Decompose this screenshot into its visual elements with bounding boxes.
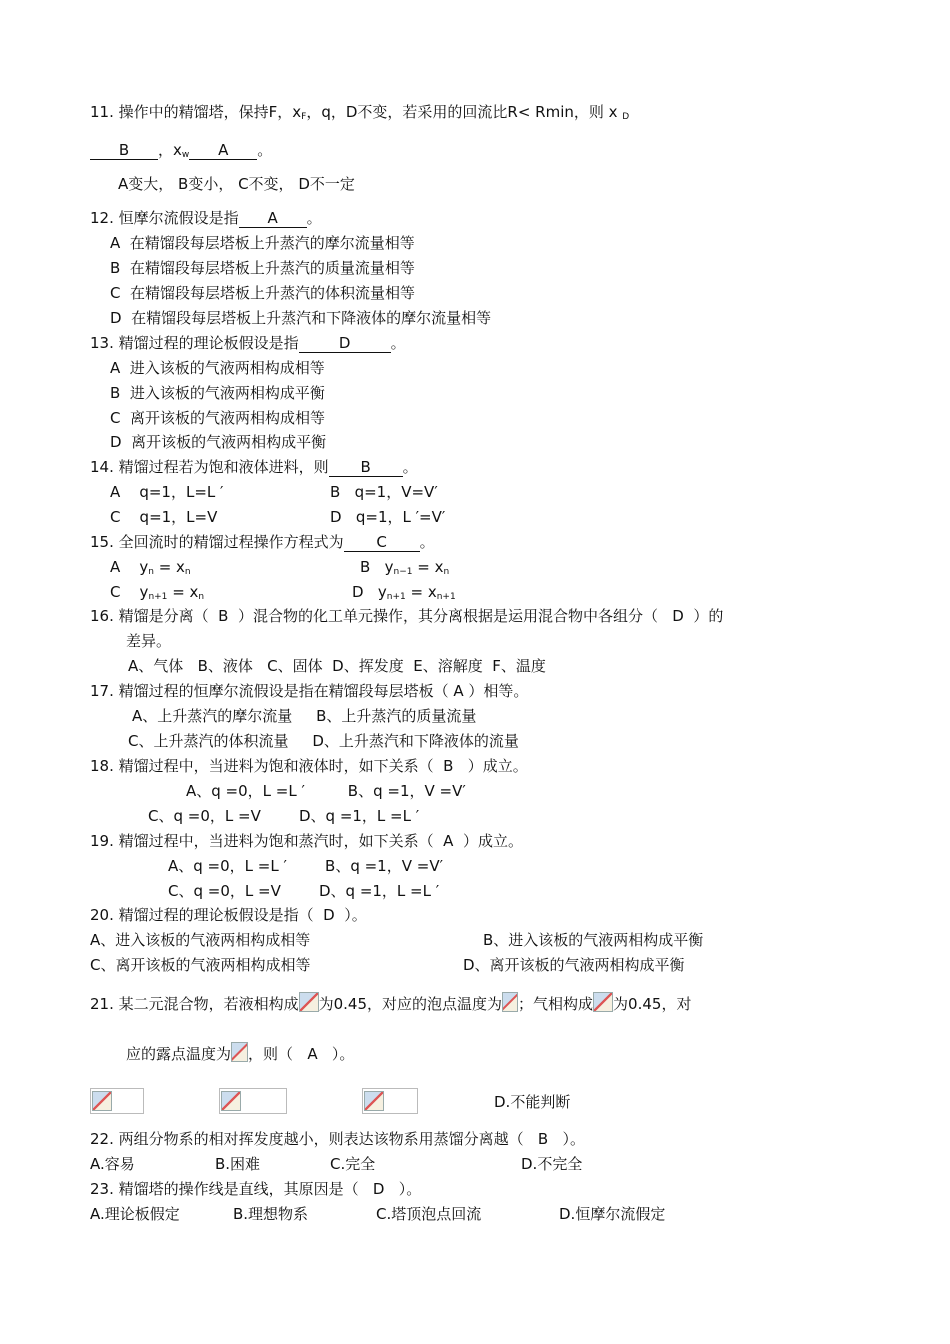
q16-options: A、气体 B、液体 C、固体 D、挥发度 E、溶解度 F、温度 [128,657,546,675]
formula-image-icon [364,1091,384,1111]
q20-stem: 20. 精馏过程的理论板假设是指（ D ）。 [90,906,367,924]
q23-option-d: D.恒摩尔流假定 [559,1205,666,1223]
q16-stem-cont: 差异。 [126,632,172,650]
q14-stem: 14. 精馏过程若为饱和液体进料，则 B 。 [90,458,418,476]
q22-option-a: A.容易 [90,1155,135,1173]
q17-options-row-2: C、上升蒸汽的体积流量 D、上升蒸汽和下降液体的流量 [128,732,519,750]
q11-answer-blank-2: A [189,142,257,160]
q11-answer-blank-1: B [90,142,158,160]
q13-stem: 13. 精馏过程的理论板假设是指 D 。 [90,334,406,352]
q14-option-c: C q=1，L=V [110,508,218,526]
q14-option-a: A q=1，L=L ′ [110,483,224,501]
q15-option-d: D $y_{n+1} = x_{n+1}$ [352,583,456,602]
q15-option-b: B $y_{n-1} = x_n$ [360,558,450,577]
q19-options-row-1: A、q =0，L =L ′ B、q =1，V =V′ [168,857,443,875]
q22-stem: 22. 两组分物系的相对挥发度越小，则表达该物系用蒸馏分离越（ B ）。 [90,1130,586,1148]
q13-answer-blank: D [299,335,391,353]
q23-stem: 23. 精馏塔的操作线是直线，其原因是（ D ）。 [90,1180,422,1198]
q21-stem-cont: 应的露点温度为 ，则（ A ）。 [126,1042,354,1064]
q15-option-a: A $y_n = x_n$ [110,558,191,577]
q12-option-b: B 在精馏段每层塔板上升蒸汽的质量流量相等 [110,259,415,277]
q21-option-a-image [90,1088,144,1114]
q15-stem: 15. 全回流时的精馏过程操作方程式为 C 。 [90,533,435,551]
q19-stem: 19. 精馏过程中，当进料为饱和蒸汽时，如下关系（ A ）成立。 [90,832,523,850]
q21-stem: 21. 某二元混合物，若液相构成 为0.45，对应的泡点温度为 ；气相构成 为0.45，对 [90,992,691,1014]
q18-stem: 18. 精馏过程中，当进料为饱和液体时，如下关系（ B ）成立。 [90,757,528,775]
q13-option-b: B 进入该板的气液两相构成平衡 [110,384,325,402]
q11-answers: B ，$x_w$ A 。 [90,140,272,165]
q22-option-d: D.不完全 [521,1155,583,1173]
q14-option-d: D q=1，L ′=V′ [330,508,446,526]
q13-option-a: A 进入该板的气液两相构成相等 [110,359,325,377]
q12-answer-blank: A [239,210,307,228]
q16-stem: 16. 精馏是分离（ B ）混合物的化工单元操作，其分离根据是运用混合物中各组分（ D ）的 [90,607,724,625]
q11-options: A变大， B变小， C不变， D不一定 [118,175,355,193]
q21-option-c-image [362,1088,418,1114]
q14-answer-blank: B [329,459,403,477]
q21-option-b-image [219,1088,287,1114]
q17-options-row-1: A、上升蒸汽的摩尔流量 B、上升蒸汽的质量流量 [132,707,477,725]
formula-image-icon [299,992,319,1012]
q20-option-a: A、进入该板的气液两相构成相等 [90,931,311,949]
q20-option-d: D、离开该板的气液两相构成平衡 [463,956,685,974]
q12-stem: 12. 恒摩尔流假设是指 A 。 [90,209,322,227]
q20-option-c: C、离开该板的气液两相构成相等 [90,956,311,974]
q19-options-row-2: C、q =0，L =V D、q =1，L =L ′ [168,882,440,900]
formula-image-icon [231,1042,248,1062]
q13-option-c: C 离开该板的气液两相构成相等 [110,409,326,427]
q12-option-c: C 在精馏段每层塔板上升蒸汽的体积流量相等 [110,284,416,302]
q18-options-row-2: C、q =0，L =V D、q =1，L =L ′ [148,807,420,825]
q11-stem: 11. 操作中的精馏塔，保持F，$x_F$，q，D不变，若采用的回流比R< Rmin，则 x $_D$ [90,103,630,122]
q23-option-a: A.理论板假定 [90,1205,180,1223]
q15-option-c: C $y_{n+1} = x_n$ [110,583,205,602]
q12-option-d: D 在精馏段每层塔板上升蒸汽和下降液体的摩尔流量相等 [110,309,492,327]
q14-option-b: B q=1，V=V′ [330,483,438,501]
formula-image-icon [92,1091,112,1111]
q21-option-d: D.不能判断 [494,1093,571,1111]
q22-option-b: B.困难 [215,1155,261,1173]
q23-option-b: B.理想物系 [233,1205,309,1223]
formula-image-icon [502,992,518,1012]
q23-option-c: C.塔顶泡点回流 [376,1205,482,1223]
q22-option-c: C.完全 [330,1155,376,1173]
q18-options-row-1: A、q =0，L =L ′ B、q =1，V =V′ [186,782,466,800]
q12-option-a: A 在精馏段每层塔板上升蒸汽的摩尔流量相等 [110,234,415,252]
q20-option-b: B、进入该板的气液两相构成平衡 [483,931,704,949]
formula-image-icon [593,992,613,1012]
q17-stem: 17. 精馏过程的恒摩尔流假设是指在精馏段每层塔板（ A ）相等。 [90,682,529,700]
q13-option-d: D 离开该板的气液两相构成平衡 [110,433,327,451]
q15-answer-blank: C [344,534,420,552]
formula-image-icon [221,1091,241,1111]
